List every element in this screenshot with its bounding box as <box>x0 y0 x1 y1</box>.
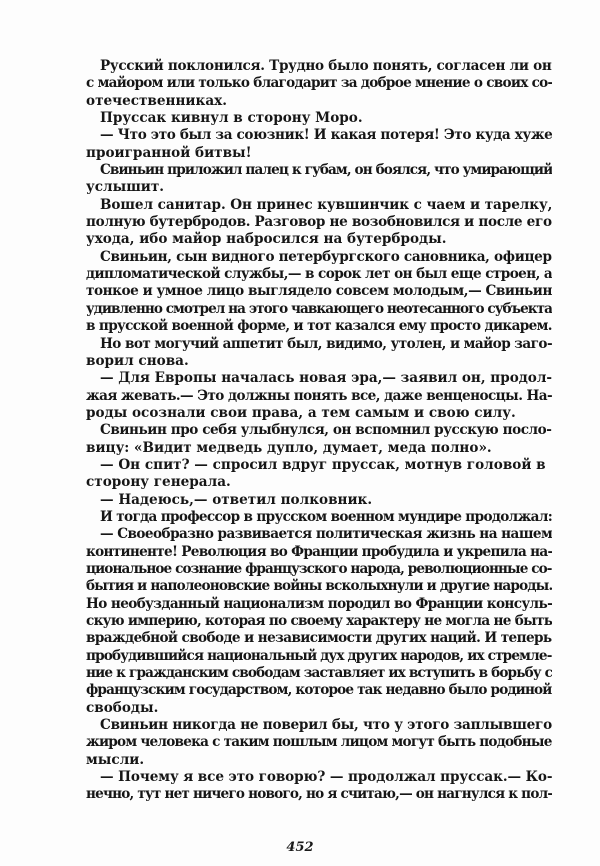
page-number: 452 <box>286 840 314 855</box>
text-line: отечественниках. <box>86 92 227 109</box>
text-line: Свиньин, сын видного петербургского сановника, офицер <box>100 248 552 265</box>
text-line: в прусской военной форме, и тот казался ему просто дикарем. <box>86 318 552 335</box>
text-line: враждебной свободе и независимости других наций. И теперь <box>86 630 552 647</box>
text-line: с майором или только благодарит за доброе мнение о своих со- <box>86 75 552 92</box>
text-line: услышит. <box>86 179 165 196</box>
text-line: И тогда профессор в прусском военном мундире продолжал: <box>100 508 552 525</box>
text-line: роды осознали свои права, а тем самым и свою силу. <box>86 404 516 421</box>
text-line: удивленно смотрел на этого чавкающего неотесанного субъекта <box>86 300 552 317</box>
text-line: бытия и наполеоновские войны всколыхнули и другие народы. <box>86 578 552 595</box>
text-line: Но вот могучий аппетит был, видимо, утолен, и майор заго- <box>100 335 552 352</box>
text-line: жая жевать.— Это должны понять все, даже венценосцы. На- <box>86 387 552 404</box>
text-line: Свиньин никогда не поверил бы, что у этого заплывшего <box>100 717 552 734</box>
text-line: свободы. <box>86 699 159 716</box>
text-line: Но необузданный национализм породил во Франции консуль- <box>86 595 552 612</box>
text-line: полную бутербродов. Разговор не возобновился и после его <box>86 214 552 231</box>
text-line: жиром человека с таким пошлым лицом могут быть подобные <box>86 734 552 751</box>
text-line: пробудившийся национальный дух других народов, их стремле- <box>86 647 552 664</box>
text-line: французским государством, которое так недавно было родиной <box>86 682 552 699</box>
text-line: скую империю, которая по своему характеру не могла не быть <box>86 613 552 629</box>
text-line: дипломатической службы,— в сорок лет он был еще строен, а <box>86 266 552 283</box>
text-line: Русский поклонился. Трудно было понять, согласен ли он <box>100 58 552 74</box>
page-text <box>86 58 552 804</box>
text-line: ворил снова. <box>86 352 189 369</box>
text-line: — Для Европы началась новая эра,— заявил он, продол- <box>100 370 552 387</box>
text-line: Вошел санитар. Он принес кувшинчик с чаем и тарелку, <box>100 196 552 213</box>
text-line: Пруссак кивнул в сторону Моро. <box>100 110 363 127</box>
text-line: проигранной битвы! <box>86 144 252 161</box>
text-line: тонкое и умное лицо выглядело совсем молодым,— Свиньин <box>86 283 552 300</box>
text-line: ухода, ибо майор набросился на бутерброды. <box>86 231 447 248</box>
text-line: Свиньин приложил палец к губам, он боялся, что умирающий <box>100 162 552 179</box>
text-line: вицу: «Видит медведь дупло, думает, меда полно». <box>86 439 492 456</box>
text-line: нечно, тут нет ничего нового, но я считаю,— он нагнулся к пол- <box>86 786 552 803</box>
text-line: ние к гражданским свободам заставляет их вступить в борьбу с <box>86 665 552 682</box>
text-line: — Своеобразно развивается политическая жизнь на нашем <box>100 526 552 543</box>
text-line: Свиньин про себя улыбнулся, он вспомнил русскую посло- <box>100 422 552 439</box>
text-line: циональное сознание французского народа, революционные со- <box>86 560 552 577</box>
text-line: сторону генерала. <box>86 474 231 491</box>
text-line: — Почему я все это говорю? — продолжал пруссак.— Ко- <box>100 769 552 786</box>
text-line: — Что это был за союзник! И какая потеря! Это куда хуже <box>100 127 552 144</box>
text-line: континенте! Революция во Франции пробудила и укрепила на- <box>86 543 552 560</box>
text-line: — Он спит? — спросил вдруг пруссак, мотнув головой в <box>100 456 546 473</box>
text-line: мысли. <box>86 751 145 768</box>
text-line: — Надеюсь,— ответил полковник. <box>100 491 373 508</box>
